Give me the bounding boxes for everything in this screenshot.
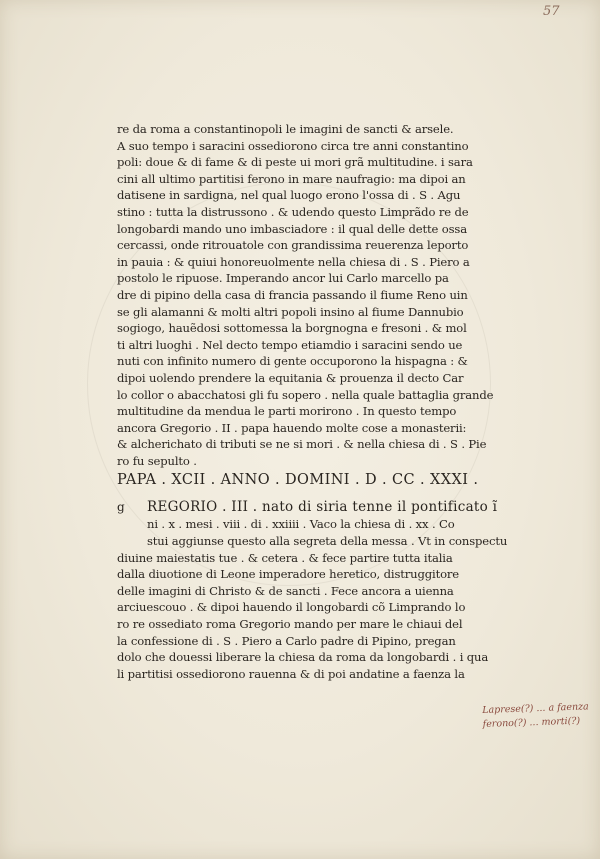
paragraph-gap [117, 490, 477, 499]
text-line: li partitisi ossediorono rauenna & di poi andatine a faenza la [117, 666, 465, 681]
paragraph-two [117, 499, 508, 682]
handwritten-marginal-note [482, 700, 600, 732]
text-line: sogiogo, hauẽdosi sottomessa la borgnogna e fresoni . & mol [117, 321, 467, 336]
text-line: longobardi mando uno imbasciadore : il qual delle dette ossa [117, 221, 467, 236]
text-line: cini all ultimo partitisi ferono in mare naufragio: ma dipoi an [117, 171, 466, 186]
text-line: dre di pipino della casa di francia passando il fiume Reno uin [117, 287, 468, 302]
text-line: ti altri luoghi . Nel decto tempo etiamdio i saracini sendo ue [117, 337, 463, 352]
marginal-note-line: Laprese(?) ... a faenza [482, 701, 589, 716]
text-line: multitudine da mendua le parti morirono . In questo tempo [117, 404, 457, 419]
text-line: stui aggiunse questo alla segreta della messa . Vt in conspectu [147, 534, 508, 549]
text-line: diuine maiestatis tue . & cetera . & fece partire tutta italia [117, 550, 453, 565]
text-line: re da roma a constantinopoli le imagini de sancti & arsele. [117, 122, 454, 136]
text-line: cercassi, onde ritrouatole con grandissima reuerenza leporto [117, 238, 469, 253]
text-line: ro fu sepulto . [117, 453, 197, 468]
text-line: dalla diuotione di Leone imperadore heretico, distruggitore [117, 567, 460, 582]
text-line: dipoi uolendo prendere la equitania & prouenza il decto Car [117, 370, 464, 385]
text-line: nuti con infinito numero di gente occuporono la hispagna : & [117, 354, 468, 369]
text-line: ancora Gregorio . II . papa hauendo molte cose a monasterii: [117, 420, 467, 435]
text-line: delle imagini di Christo & de sancti . Fece ancora a uienna [117, 583, 454, 598]
text-line: poli: doue & di fame & di peste ui mori grã multitudine. i sara [117, 155, 473, 170]
text-line: dolo che douessi liberare la chiesa da roma da longobardi . i qua [117, 650, 489, 665]
main-text-column [117, 121, 508, 682]
marginal-note-line: ferono(?) ... morti(?) [482, 715, 581, 730]
paragraph-two-opening: REGORIO . III . nato di siria tenne il pontificato ĩ [147, 499, 498, 516]
initial-line [117, 499, 498, 516]
text-line: stino : tutta la distrussono . & udendo questo Limprãdo re de [117, 204, 469, 219]
section-heading: PAPA . XCII . ANNO . DOMINI . D . CC . XXXI . [117, 472, 479, 489]
text-line: & alcherichato di tributi se ne si mori . & nella chiesa di . S . Pie [117, 437, 487, 452]
paragraph-one [117, 121, 494, 469]
text-line: A suo tempo i saracini ossediorono circa tre anni constantino [117, 138, 469, 153]
text-line: se gli alamanni & molti altri popoli insino al fiume Dannubio [117, 304, 464, 319]
folio-number: 57 [543, 4, 560, 19]
guide-letter: g [117, 500, 125, 515]
text-line: ni . x . mesi . viii . di . xxiiii . Vaco la chiesa di . xx . Co [147, 517, 455, 532]
text-line: postolo le ripuose. Imperando ancor lui Carlo marcello pa [117, 271, 449, 286]
text-line: la confessione di . S . Piero a Carlo padre di Pipino, pregan [117, 633, 456, 648]
text-line: datisene in sardigna, nel qual luogo erono l'ossa di . S . Agu [117, 188, 461, 203]
text-line: in pauia : & quiui honoreuolmente nella chiesa di . S . Piero a [117, 254, 470, 269]
text-line: ro re ossediato roma Gregorio mando per mare le chiaui del [117, 617, 463, 632]
text-line: arciuescouo . & dipoi hauendo il longobardi cõ Limprando lo [117, 600, 466, 615]
text-line: lo collor o abacchatosi gli fu sopero . nella quale battaglia grande [117, 387, 494, 402]
